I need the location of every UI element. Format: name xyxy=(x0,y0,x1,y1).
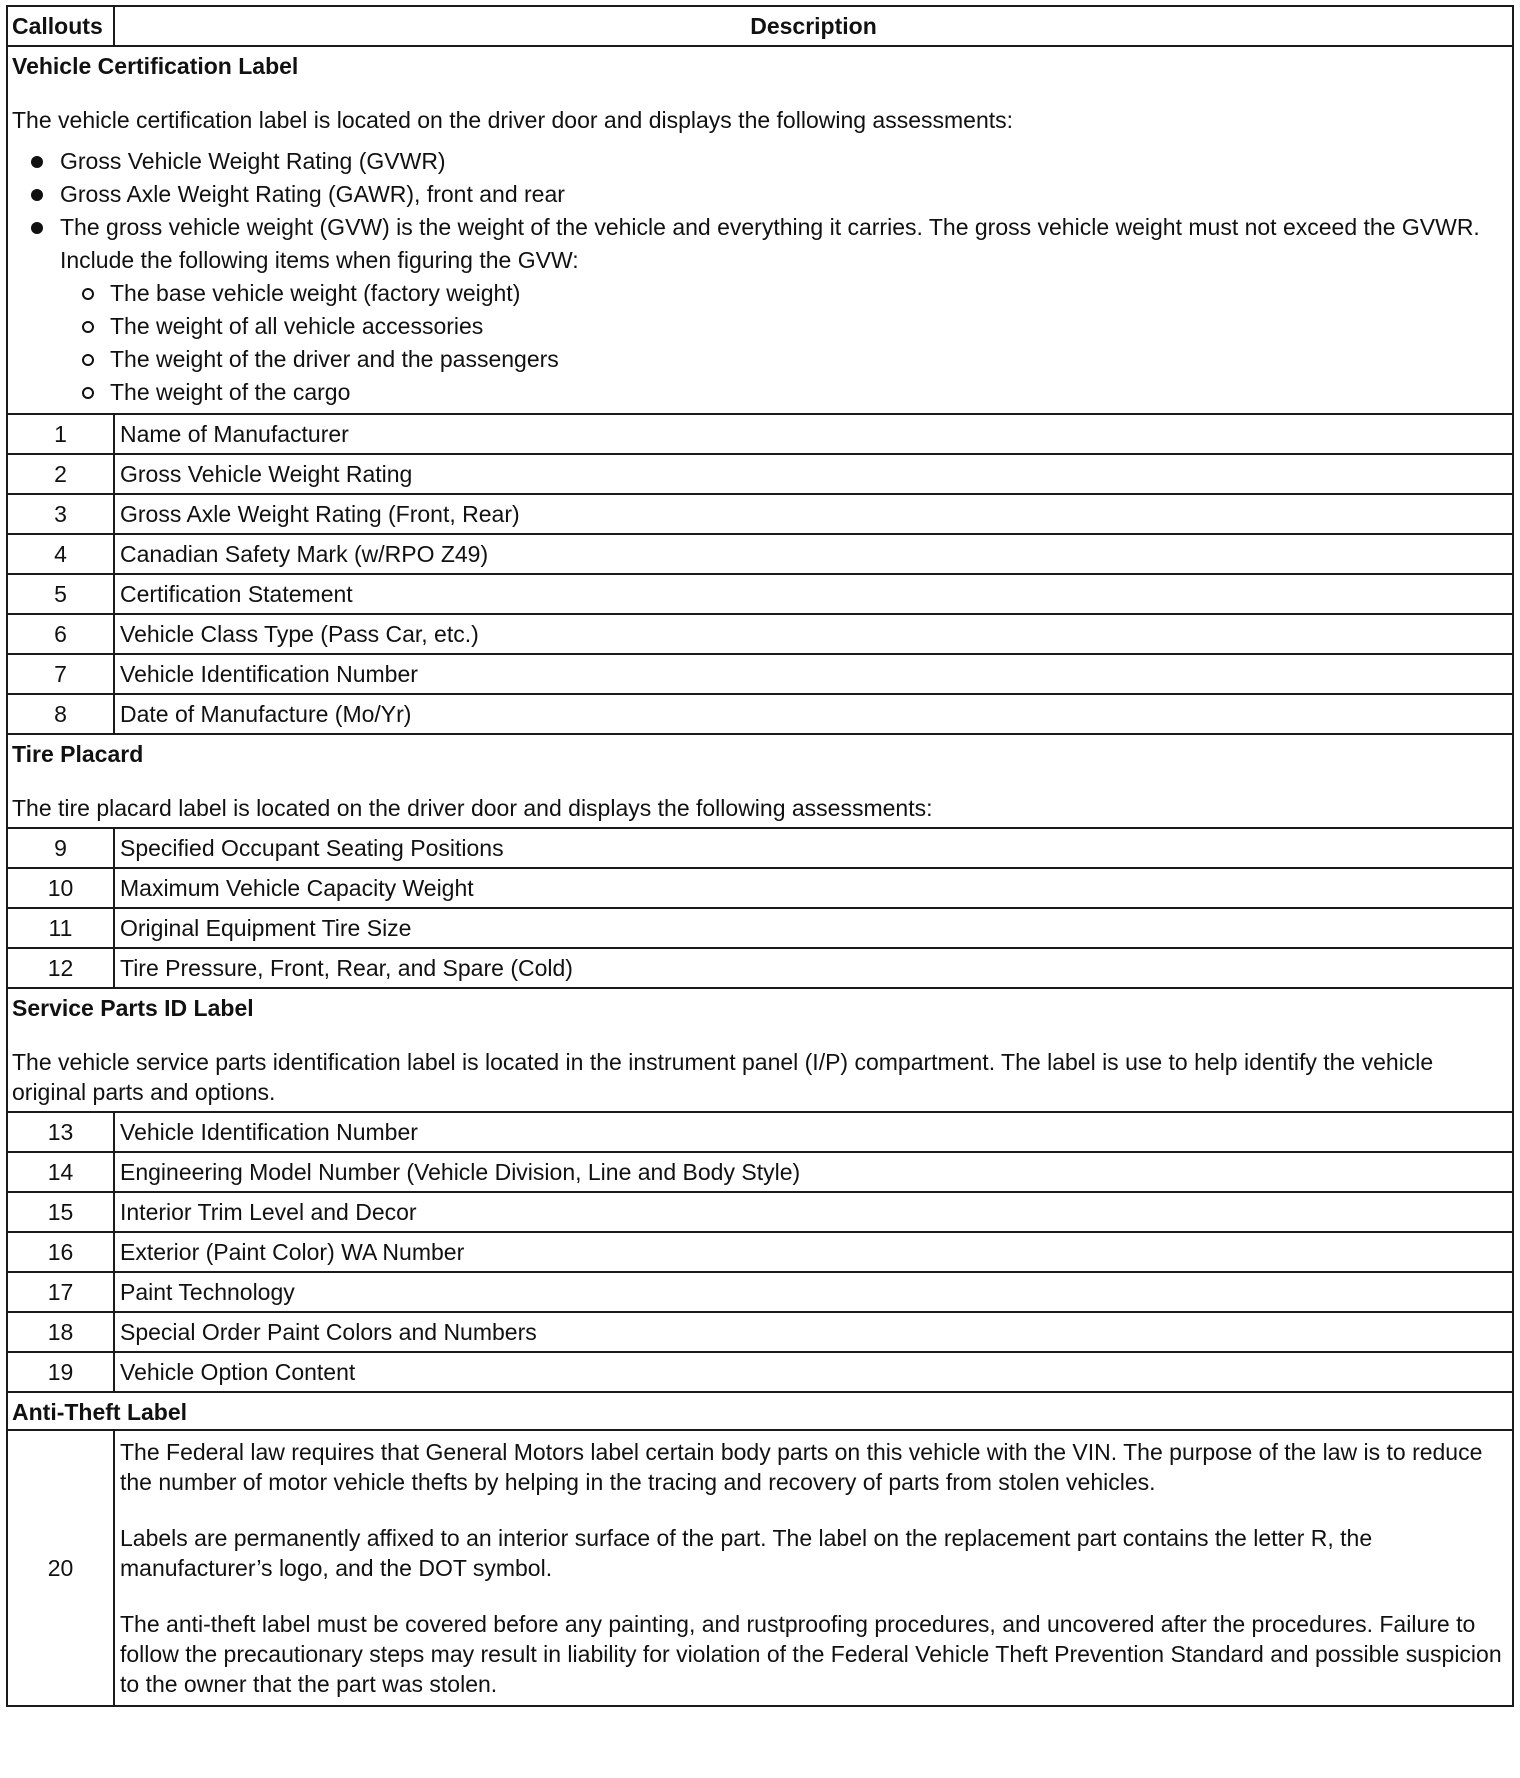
table-row xyxy=(7,574,1513,614)
callout-number: 3 xyxy=(7,494,114,534)
table-row xyxy=(7,1112,1513,1152)
table-row xyxy=(7,614,1513,654)
callout-description: Canadian Safety Mark (w/RPO Z49) xyxy=(114,534,1513,574)
callout-description: Vehicle Identification Number xyxy=(114,654,1513,694)
section-row-tire-placard xyxy=(7,734,1513,828)
callout-number: 7 xyxy=(7,654,114,694)
table-row xyxy=(7,948,1513,988)
table-row xyxy=(7,1192,1513,1232)
callout-description: Vehicle Class Type (Pass Car, etc.) xyxy=(114,614,1513,654)
bullet-item: Gross Axle Weight Rating (GAWR), front and rear xyxy=(60,178,1507,211)
callout-description: Specified Occupant Seating Positions xyxy=(114,828,1513,868)
section-row-vehicle-certification xyxy=(7,46,1513,414)
table-row xyxy=(7,868,1513,908)
callout-description: Date of Manufacture (Mo/Yr) xyxy=(114,694,1513,734)
callout-number: 19 xyxy=(7,1352,114,1392)
callout-description: Maximum Vehicle Capacity Weight xyxy=(114,868,1513,908)
callout-description: Special Order Paint Colors and Numbers xyxy=(114,1312,1513,1352)
bullet-list xyxy=(12,145,1507,409)
callout-number: 14 xyxy=(7,1152,114,1192)
callout-description: Paint Technology xyxy=(114,1272,1513,1312)
table-row xyxy=(7,454,1513,494)
callout-number: 9 xyxy=(7,828,114,868)
section-title: Anti-Theft Label xyxy=(12,1399,188,1425)
callout-number: 4 xyxy=(7,534,114,574)
callout-table-container xyxy=(6,5,1514,1707)
callout-number: 11 xyxy=(7,908,114,948)
section-anti-theft xyxy=(7,1392,1513,1430)
section-row-service-parts-id xyxy=(7,988,1513,1112)
sub-bullet-item: The weight of the driver and the passengers xyxy=(110,343,1507,376)
table-row xyxy=(7,1152,1513,1192)
callout-number: 12 xyxy=(7,948,114,988)
callout-number: 8 xyxy=(7,694,114,734)
table-row xyxy=(7,494,1513,534)
table-row xyxy=(7,1352,1513,1392)
table-row xyxy=(7,908,1513,948)
callout-description: Original Equipment Tire Size xyxy=(114,908,1513,948)
callout-description: Gross Axle Weight Rating (Front, Rear) xyxy=(114,494,1513,534)
callout-description: Vehicle Option Content xyxy=(114,1352,1513,1392)
table-row xyxy=(7,828,1513,868)
section-title: Service Parts ID Label xyxy=(12,995,254,1021)
bullet-item xyxy=(60,211,1507,409)
table-row xyxy=(7,1232,1513,1272)
callout-description: Interior Trim Level and Decor xyxy=(114,1192,1513,1232)
section-title: Vehicle Certification Label xyxy=(12,53,299,79)
section-row-anti-theft xyxy=(7,1392,1513,1430)
callout-description: Gross Vehicle Weight Rating xyxy=(114,454,1513,494)
callout-description: Vehicle Identification Number xyxy=(114,1112,1513,1152)
sub-bullet-item: The weight of the cargo xyxy=(110,376,1507,409)
section-tire-placard xyxy=(7,734,1513,828)
table-row xyxy=(7,654,1513,694)
sub-bullet-item: The base vehicle weight (factory weight) xyxy=(110,277,1507,310)
section-intro: The vehicle service parts identification label is located in the instrument panel (I/P) compartment. The label is use to help identify the vehicle original parts and options. xyxy=(12,1049,1434,1105)
paragraph: The Federal law requires that General Motors label certain body parts on this vehicle with the VIN. The purpose of the law is to reduce the number of motor vehicle thefts by helping in the tracing and recovery of parts from stolen vehicles. xyxy=(120,1439,1483,1495)
callout-number: 16 xyxy=(7,1232,114,1272)
table-row xyxy=(7,414,1513,454)
callout-number: 5 xyxy=(7,574,114,614)
table-row xyxy=(7,534,1513,574)
callout-description xyxy=(114,1430,1513,1706)
paragraph: The anti-theft label must be covered before any painting, and rustproofing procedures, and uncovered after the procedures. Failure to follow the precautionary steps may result in liability for violation of the Federal Vehicle Theft Prevention Standard and possible suspicion to the owner that the part was stolen. xyxy=(120,1611,1502,1697)
section-title: Tire Placard xyxy=(12,741,144,767)
paragraph: Labels are permanently affixed to an interior surface of the part. The label on the replacement part contains the letter R, the manufacturer’s logo, and the DOT symbol. xyxy=(120,1525,1373,1581)
callout-number: 17 xyxy=(7,1272,114,1312)
bullet-text: The gross vehicle weight (GVW) is the weight of the vehicle and everything it carries. The gross vehicle weight must not exceed the GVWR. Include the following items when figuring the GVW: xyxy=(60,214,1480,273)
callout-number: 20 xyxy=(7,1430,114,1706)
table-row xyxy=(7,1312,1513,1352)
bullet-item: Gross Vehicle Weight Rating (GVWR) xyxy=(60,145,1507,178)
callout-description: Engineering Model Number (Vehicle Division, Line and Body Style) xyxy=(114,1152,1513,1192)
header-row xyxy=(7,6,1513,46)
callout-table xyxy=(6,5,1514,1707)
callout-description: Certification Statement xyxy=(114,574,1513,614)
section-service-parts-id xyxy=(7,988,1513,1112)
table-row xyxy=(7,694,1513,734)
callout-number: 2 xyxy=(7,454,114,494)
section-intro: The tire placard label is located on the driver door and displays the following assessments: xyxy=(12,795,933,821)
callout-number: 10 xyxy=(7,868,114,908)
section-intro: The vehicle certification label is located on the driver door and displays the following assessments: xyxy=(12,107,1014,133)
section-vehicle-certification xyxy=(7,46,1513,414)
header-description: Description xyxy=(114,6,1513,46)
table-row xyxy=(7,1272,1513,1312)
sub-bullet-list xyxy=(60,277,1507,409)
callout-description: Name of Manufacturer xyxy=(114,414,1513,454)
callout-number: 15 xyxy=(7,1192,114,1232)
callout-number: 1 xyxy=(7,414,114,454)
callout-description: Exterior (Paint Color) WA Number xyxy=(114,1232,1513,1272)
header-callouts: Callouts xyxy=(7,6,114,46)
sub-bullet-item: The weight of all vehicle accessories xyxy=(110,310,1507,343)
callout-number: 13 xyxy=(7,1112,114,1152)
callout-number: 6 xyxy=(7,614,114,654)
table-row xyxy=(7,1430,1513,1706)
callout-description: Tire Pressure, Front, Rear, and Spare (Cold) xyxy=(114,948,1513,988)
callout-number: 18 xyxy=(7,1312,114,1352)
